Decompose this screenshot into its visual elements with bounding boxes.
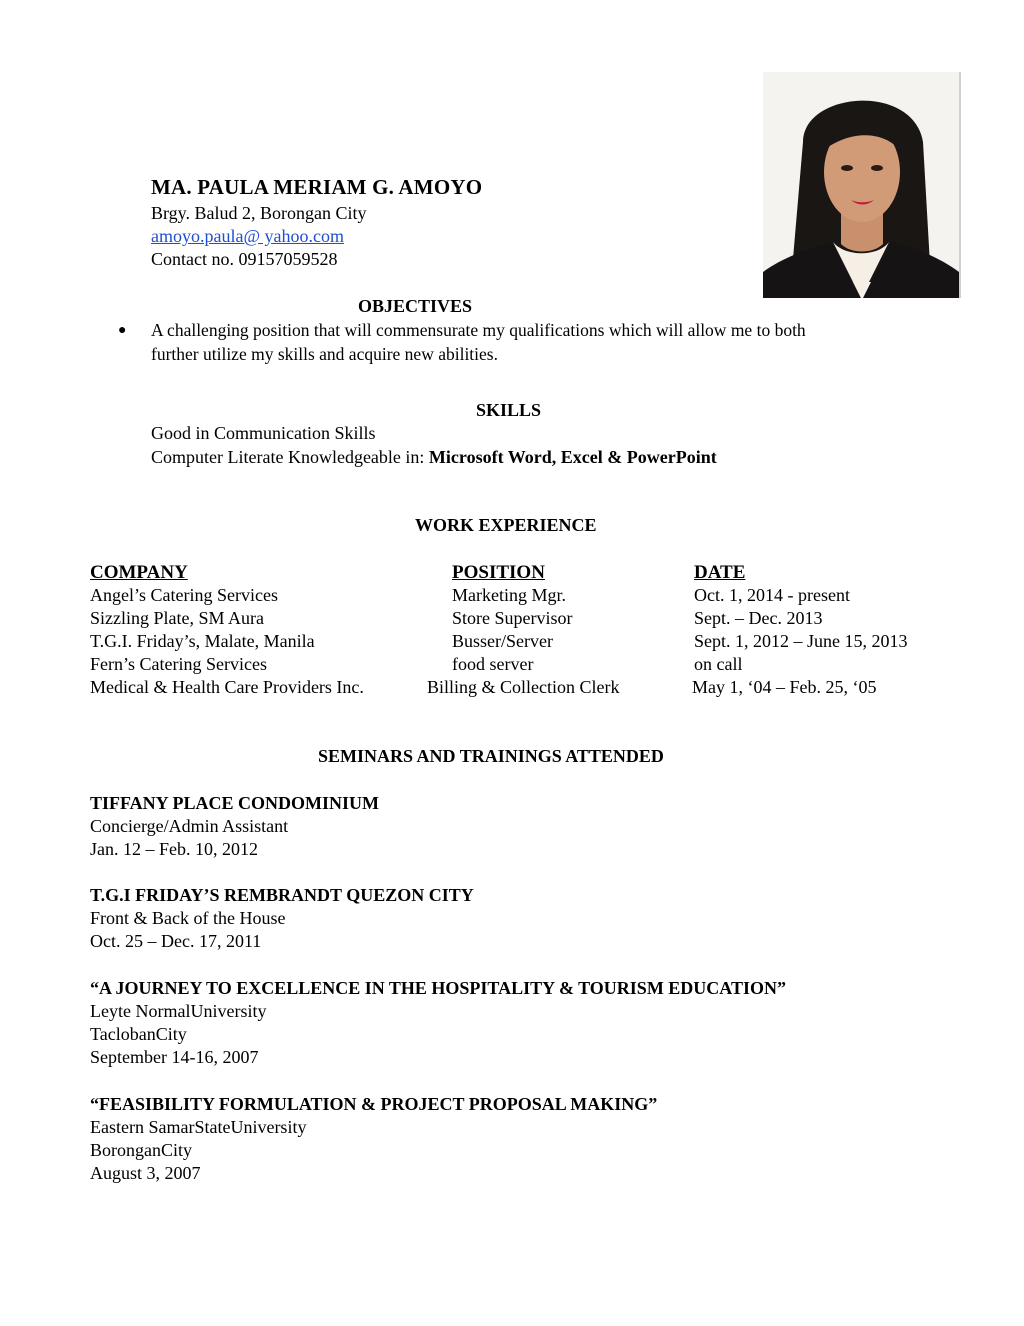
seminar-date: August 3, 2007 (90, 1163, 201, 1183)
column-date: DATE (694, 562, 746, 583)
column-position: POSITION (452, 562, 545, 583)
seminar-date: Jan. 12 – Feb. 10, 2012 (90, 839, 258, 859)
skills-heading: SKILLS (476, 400, 542, 420)
objectives-heading: OBJECTIVES (358, 296, 473, 316)
seminar-detail: Front & Back of the House (90, 908, 286, 928)
row-company: T.G.I. Friday’s, Malate, Manila (90, 631, 315, 651)
profile-photo (763, 72, 961, 298)
objective-line-1: A challenging position that will commensurate my qualifications which will allow me to both (151, 320, 806, 340)
row-position: Billing & Collection Clerk (427, 677, 620, 697)
candidate-name: MA. PAULA MERIAM G. AMOYO (151, 175, 483, 199)
row-company: Medical & Health Care Providers Inc. (90, 677, 364, 697)
seminar-date: September 14-16, 2007 (90, 1047, 259, 1067)
row-position: food server (452, 654, 534, 674)
row-date: on call (694, 654, 743, 674)
address: Brgy. Balud 2, Borongan City (151, 203, 367, 223)
row-date: Sept. 1, 2012 – June 15, 2013 (694, 631, 908, 651)
seminar-title: “A JOURNEY TO EXCELLENCE IN THE HOSPITALITY & TOURISM EDUCATION” (90, 978, 786, 998)
skill-communication: Good in Communication Skills (151, 423, 376, 443)
seminar-title: “FEASIBILITY FORMULATION & PROJECT PROPOSAL MAKING” (90, 1094, 658, 1114)
seminar-location: TaclobanCity (90, 1024, 187, 1044)
seminar-detail: Concierge/Admin Assistant (90, 816, 289, 836)
row-date: Oct. 1, 2014 - present (694, 585, 850, 605)
bullet-icon: ● (118, 323, 127, 338)
row-company: Angel’s Catering Services (90, 585, 278, 605)
skill-computer (151, 446, 717, 469)
row-position: Marketing Mgr. (452, 585, 566, 605)
seminar-detail: Leyte NormalUniversity (90, 1001, 267, 1021)
seminar-title: TIFFANY PLACE CONDOMINIUM (90, 793, 379, 813)
seminar-title: T.G.I FRIDAY’S REMBRANDT QUEZON CITY (90, 885, 474, 905)
skill-computer-apps: Microsoft Word, Excel & PowerPoint (428, 447, 717, 467)
row-date: Sept. – Dec. 2013 (694, 608, 823, 628)
skill-computer-prefix: Computer Literate Knowledgeable in: (151, 447, 429, 467)
column-company: COMPANY (90, 562, 188, 583)
seminar-date: Oct. 25 – Dec. 17, 2011 (90, 931, 262, 951)
row-company: Fern’s Catering Services (90, 654, 267, 674)
row-position: Store Supervisor (452, 608, 573, 628)
row-date: May 1, ‘04 – Feb. 25, ‘05 (692, 677, 877, 697)
seminars-heading: SEMINARS AND TRAININGS ATTENDED (318, 746, 664, 766)
email-link[interactable]: amoyo.paula@ yahoo.com (151, 226, 345, 246)
contact-number: Contact no. 09157059528 (151, 249, 338, 269)
seminar-location: BoronganCity (90, 1140, 192, 1160)
row-company: Sizzling Plate, SM Aura (90, 608, 264, 628)
work-experience-heading: WORK EXPERIENCE (415, 515, 597, 535)
objective-line-2: further utilize my skills and acquire new abilities. (151, 344, 498, 364)
row-position: Busser/Server (452, 631, 553, 651)
seminar-detail: Eastern SamarStateUniversity (90, 1117, 307, 1137)
